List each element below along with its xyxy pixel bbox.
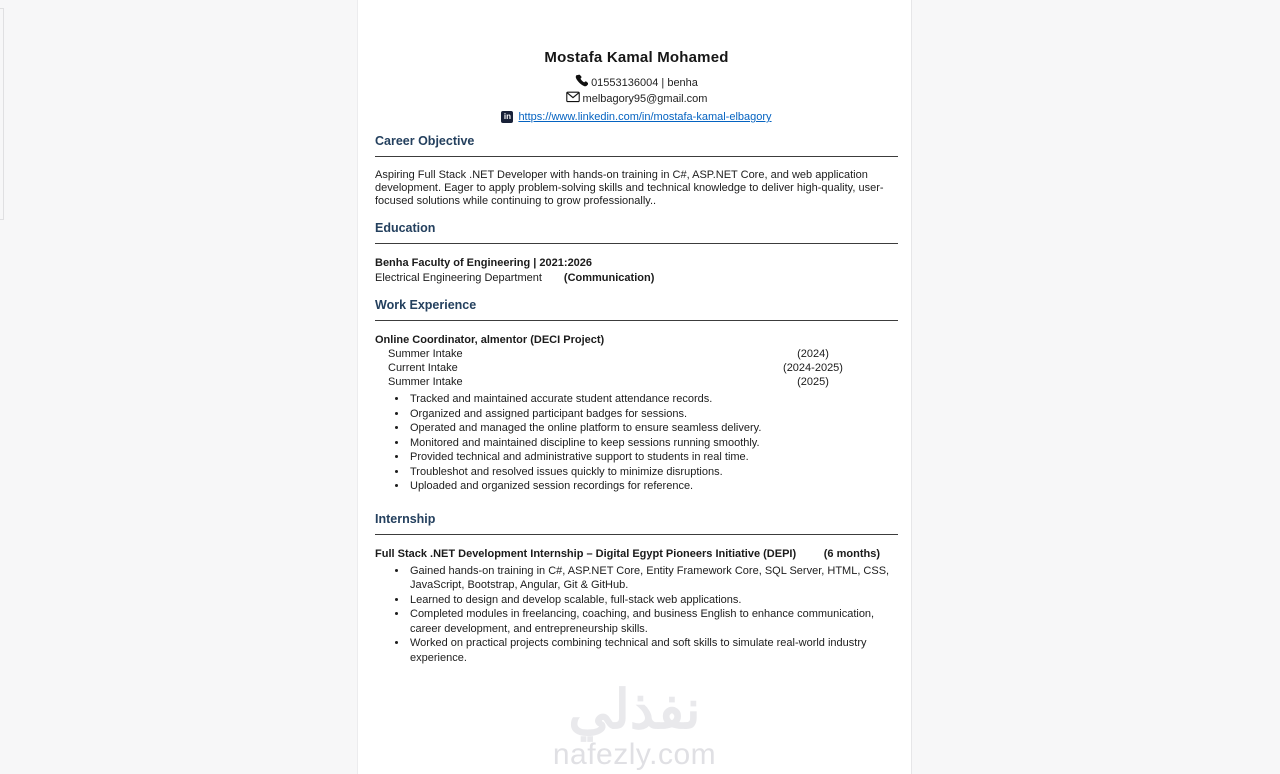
work-role-title: Online Coordinator, almentor (DECI Project) bbox=[375, 334, 605, 347]
career-objective-heading: Career Objective bbox=[375, 134, 475, 148]
phone-receiver-icon bbox=[575, 74, 588, 91]
intake-label: Current Intake bbox=[388, 362, 458, 375]
bullet-item: • Learned to design and develop scalable, full-stack web applications. bbox=[408, 593, 898, 608]
education-heading: Education bbox=[375, 221, 436, 236]
linkedin-contact-line bbox=[375, 110, 898, 124]
internship-duration: (6 months) bbox=[823, 547, 880, 560]
envelope-icon bbox=[566, 91, 580, 107]
bullet-item: • Tracked and maintained accurate student attendance records. bbox=[408, 392, 898, 407]
bullet-item: • Gained hands-on training in C#, ASP.NET Core, Entity Framework Core, SQL Server, HTML, CSS, JavaScript, Bootstrap, Angular, Git & GitHub. bbox=[408, 564, 898, 593]
section-divider bbox=[375, 320, 898, 321]
education-school: Benha Faculty of Engineering | 2021:2026 bbox=[375, 257, 593, 270]
bullet-item: • Operated and managed the online platform to ensure seamless delivery. bbox=[408, 421, 898, 436]
bullet-item: • Organized and assigned participant badges for sessions. bbox=[408, 407, 898, 422]
education-department-line bbox=[375, 271, 898, 286]
internship-heading: Internship bbox=[375, 511, 436, 526]
education-department: Electrical Engineering Department bbox=[375, 271, 542, 284]
intake-label: Summer Intake bbox=[388, 348, 463, 361]
intake-date: (2024) bbox=[797, 348, 829, 361]
intake-row bbox=[375, 361, 898, 375]
resume-name: Mostafa Kamal Mohamed bbox=[544, 49, 729, 66]
work-role-line bbox=[375, 333, 898, 347]
intake-row bbox=[375, 347, 898, 361]
section-divider bbox=[375, 534, 898, 535]
bullet-item: • Monitored and maintained discipline to keep sessions running smoothly. bbox=[408, 436, 898, 451]
work-experience-heading: Work Experience bbox=[375, 298, 477, 313]
left-panel-edge bbox=[0, 8, 4, 220]
bullet-item: • Provided technical and administrative support to students in real time. bbox=[408, 450, 898, 465]
intake-label: Summer Intake bbox=[388, 376, 463, 389]
watermark bbox=[358, 680, 911, 771]
phone-contact-line bbox=[375, 74, 898, 91]
linkedin-icon: in bbox=[501, 111, 513, 123]
intake-date: (2024-2025) bbox=[783, 362, 843, 375]
internship-bullets bbox=[375, 564, 898, 666]
linkedin-link[interactable]: https://www.linkedin.com/in/mostafa-kamal-elbagory bbox=[518, 111, 772, 123]
bullet-item: • Worked on practical projects combining technical and soft skills to simulate real-world industry experience. bbox=[408, 636, 898, 665]
intake-date: (2025) bbox=[797, 376, 829, 389]
section-divider bbox=[375, 156, 898, 157]
email-text: melbagory95@gmail.com bbox=[582, 93, 708, 105]
internship-role-line bbox=[375, 547, 898, 561]
watermark-arabic-logo: نفذلي bbox=[568, 680, 701, 740]
intake-row bbox=[375, 375, 898, 389]
watermark-domain-text: nafezly.com bbox=[552, 738, 717, 771]
career-objective-text: Aspiring Full Stack .NET Developer with hands-on training in C#, ASP.NET Core, and web application development. Eager to apply problem-solving skills and technical knowledge to deliver high-quality, user-focused solutions while continuing to grow professionally.. bbox=[375, 169, 884, 207]
section-divider bbox=[375, 243, 898, 244]
email-contact-line bbox=[375, 91, 898, 107]
education-department-note: (Communication) bbox=[563, 271, 655, 284]
internship-role-title: Full Stack .NET Development Internship – Digital Egypt Pioneers Initiative (DEPI) bbox=[375, 547, 797, 560]
bullet-item: • Completed modules in freelancing, coaching, and business English to enhance communication, career development, and entrepreneurship skills. bbox=[408, 607, 898, 636]
bullet-item: • Uploaded and organized session recordings for reference. bbox=[408, 479, 898, 494]
resume-document-page bbox=[357, 0, 912, 774]
phone-text: 01553136004 | benha bbox=[591, 76, 698, 89]
education-block bbox=[375, 256, 898, 285]
bullet-item: • Troubleshot and resolved issues quickly to minimize disruptions. bbox=[408, 465, 898, 480]
work-experience-bullets bbox=[375, 392, 898, 494]
